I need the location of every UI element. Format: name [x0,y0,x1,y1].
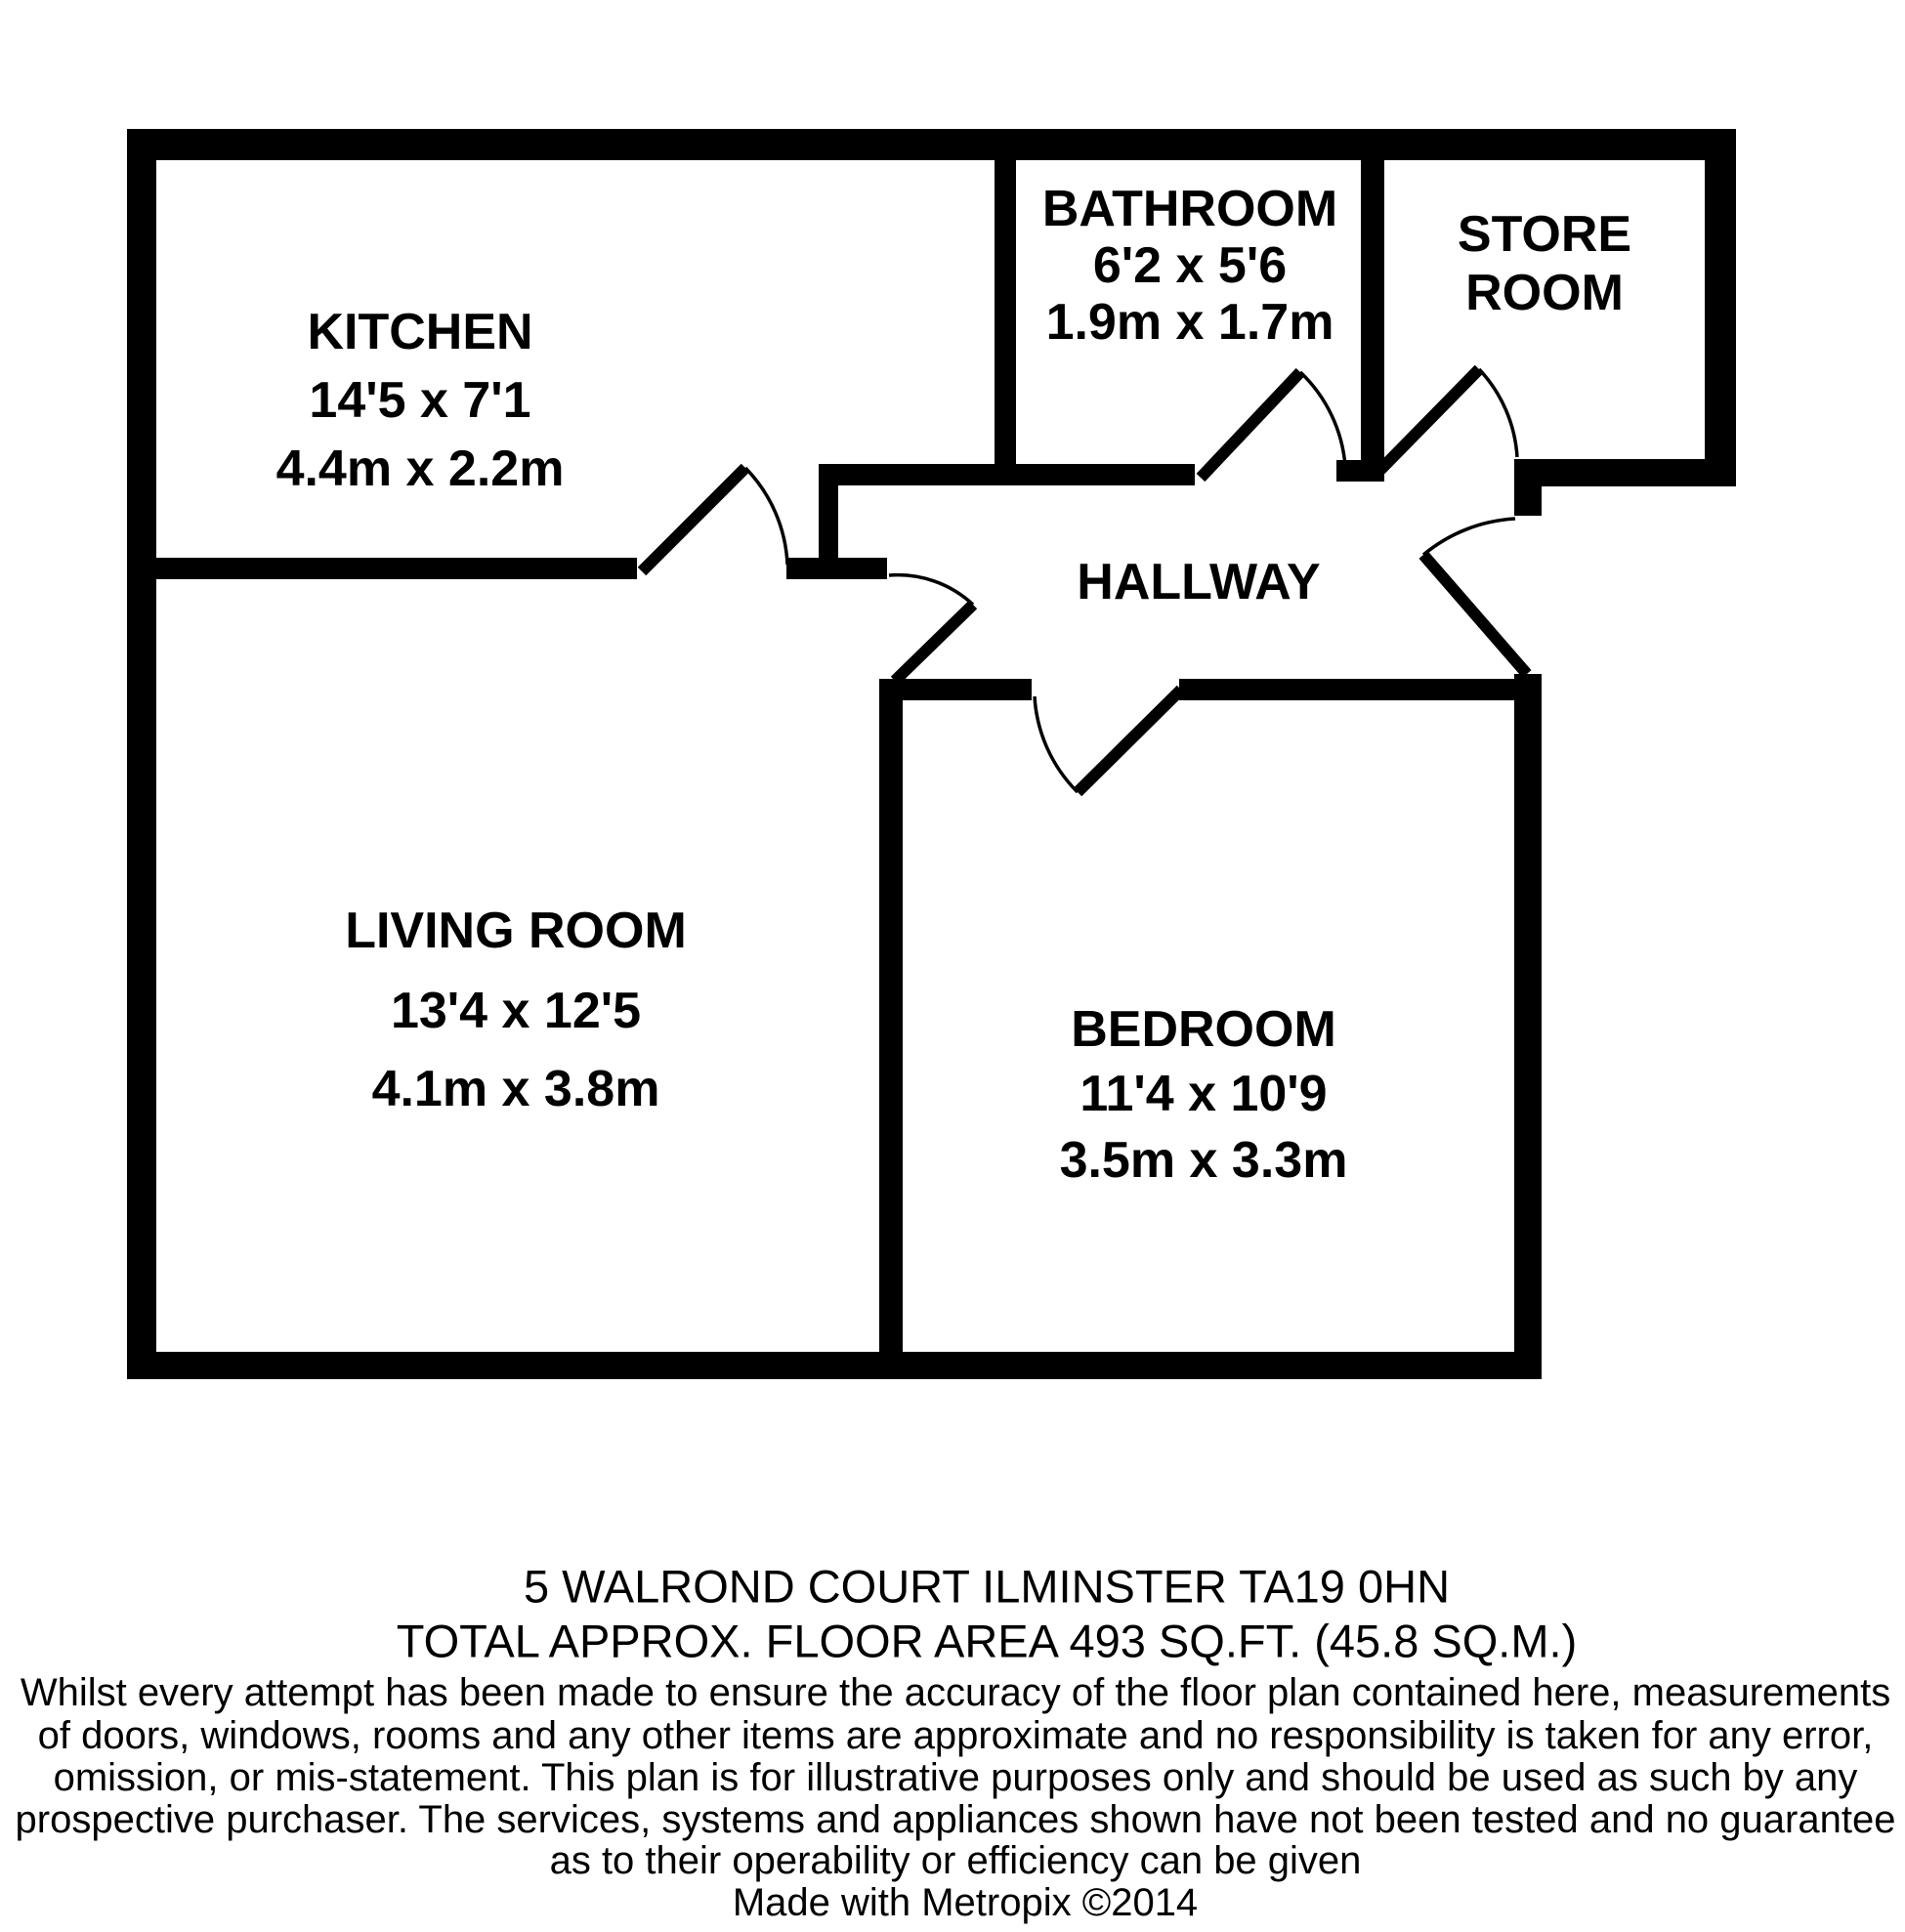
living-room-size-imperial: 13'4 x 12'5 [390,983,642,1039]
bedroom-size-imperial: 11'4 x 10'9 [1080,1066,1328,1122]
wall-bathroom-left [995,160,1016,464]
store-room-door-leaf [1380,369,1479,470]
disclaimer-line-1: Whilst every attempt has been made to ensure the accuracy of the floor plan contained here, measurements [20,1671,1891,1714]
disclaimer-line-5: as to their operability or efficiency can be given [549,1839,1362,1882]
store-room-door-arc [1479,369,1517,457]
wall-store-bottom [1514,459,1736,486]
bathroom-size-imperial: 6'2 x 5'6 [1092,237,1288,294]
wall-store-right [1705,129,1736,486]
bedroom-door-leaf [1078,690,1181,792]
bedroom-size-metric: 3.5m x 3.3m [1059,1132,1348,1189]
wall-outer-left [127,129,156,1379]
wall-hallway-top [819,464,1195,485]
wall-kitchen-bottom-right [786,558,887,579]
bathroom-size-metric: 1.9m x 1.7m [1045,294,1334,351]
living-room-door-arc [889,575,973,605]
living-room-door-leaf [895,605,973,681]
bathroom-door-arc [1300,372,1345,466]
hallway-label: HALLWAY [1077,554,1321,610]
disclaimer-line-4: prospective purchaser. The services, systems and appliances shown have not been tested and no guarantee [15,1798,1896,1841]
bedroom-door-arc [1035,696,1078,792]
kitchen-size-metric: 4.4m x 2.2m [275,441,565,497]
wall-outer-bottom [127,1352,1542,1379]
disclaimer-line-2: of doors, windows, rooms and any other items are approximate and no responsibility is taken for any error, [37,1714,1874,1757]
living-room-label: LIVING ROOM [345,903,687,959]
wall-kitchen-bottom-left [127,558,637,579]
entrance-door-leaf [1423,555,1527,674]
wall-outer-top [127,129,1736,160]
kitchen-label: KITCHEN [307,304,533,360]
store-room-label-line1: STORE [1457,206,1632,263]
wall-outer-right [1514,674,1542,1379]
kitchen-door-leaf [642,468,745,571]
living-room-size-metric: 4.1m x 3.8m [371,1061,660,1117]
store-room-label-line2: ROOM [1465,265,1624,321]
bathroom-label: BATHROOM [1041,181,1338,237]
wall-kitchen-connector [819,464,838,560]
disclaimer-line-3: omission, or mis-statement. This plan is for illustrative purposes only and should be used as such by any [53,1756,1858,1799]
total-floor-area: TOTAL APPROX. FLOOR AREA 493 SQ.FT. (45.8 SQ.M.) [396,1615,1578,1667]
kitchen-door-arc [745,468,787,565]
wall-right-door-cap [1514,459,1542,516]
wall-bathroom-store-divider [1361,160,1384,482]
bedroom-label: BEDROOM [1071,1001,1336,1058]
kitchen-size-imperial: 14'5 x 7'1 [309,372,531,429]
metropix-credit: Made with Metropix ©2014 [732,1881,1199,1924]
property-address: 5 WALROND COURT ILMINSTER TA19 0HN [523,1560,1451,1613]
wall-bedroom-top-right [1179,679,1542,700]
wall-living-bedroom-divider [879,679,903,1352]
bathroom-door-leaf [1201,372,1300,478]
entrance-door-arc [1423,519,1515,555]
